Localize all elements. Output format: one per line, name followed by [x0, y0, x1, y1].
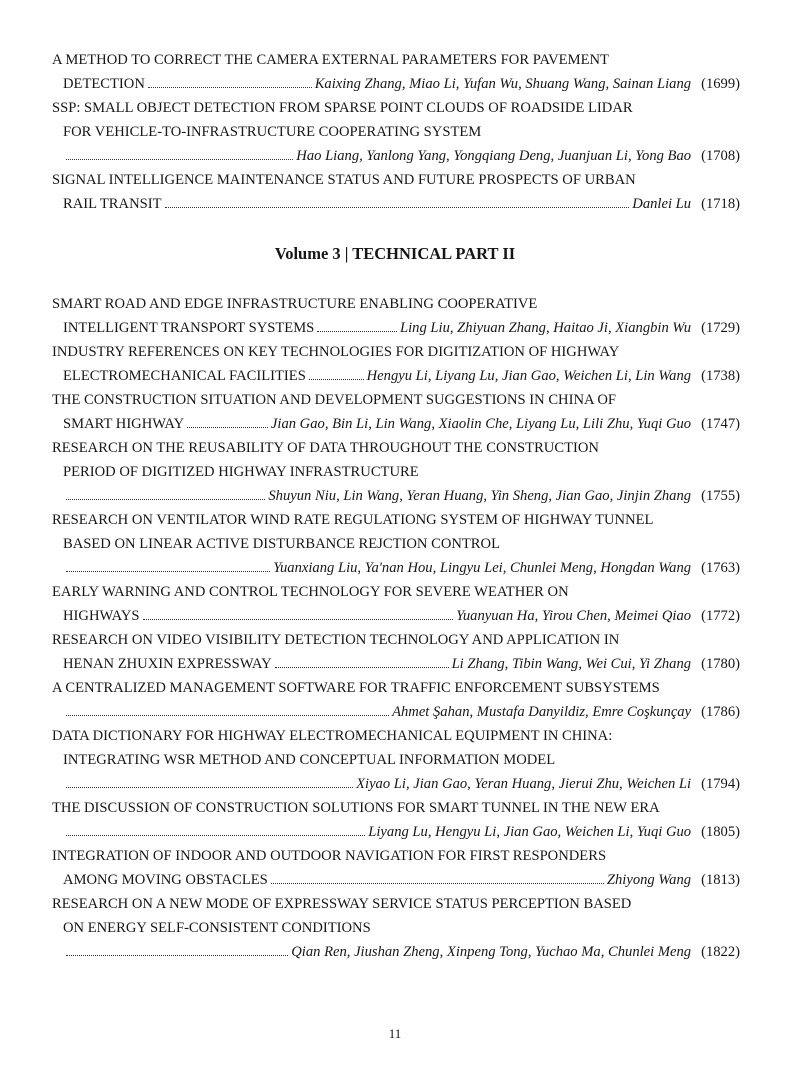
entry-title-line: DATA DICTIONARY FOR HIGHWAY ELECTROMECHANICAL EQUIPMENT IN CHINA: [52, 728, 613, 744]
entry-authors: Li Zhang, Tibin Wang, Wei Cui, Yi Zhang [451, 656, 692, 672]
entry-title-end: HIGHWAYS [63, 608, 140, 624]
entry-page-number: (1747) [701, 416, 740, 432]
entry-title-end: SMART HIGHWAY [63, 416, 185, 432]
entry-title-line: SSP: SMALL OBJECT DETECTION FROM SPARSE POINT CLOUDS OF ROADSIDE LIDAR [52, 100, 633, 116]
entry-page-number: (1780) [701, 656, 740, 672]
entry-authors: Ling Liu, Zhiyuan Zhang, Haitao Ji, Xiangbin Wu [399, 320, 692, 336]
entry-title-end: AMONG MOVING OBSTACLES [63, 872, 268, 888]
dot-leader [66, 833, 365, 836]
toc-entry-leader[interactable] [63, 72, 740, 96]
entry-page-number: (1699) [701, 76, 740, 92]
toc-entry-leader[interactable] [63, 820, 740, 844]
entry-page-number: (1794) [701, 776, 740, 792]
entry-page-number: (1708) [701, 148, 740, 164]
entry-authors: Ahmet Şahan, Mustafa Danyildiz, Emre Coşkunçay [392, 704, 692, 720]
dot-leader [271, 881, 604, 884]
dot-leader [187, 425, 268, 428]
toc-entry-leader[interactable] [63, 556, 740, 580]
entry-authors: Hengyu Li, Liyang Lu, Jian Gao, Weichen Li, Lin Wang [366, 368, 692, 384]
dot-leader [66, 157, 293, 160]
entry-title-line: A METHOD TO CORRECT THE CAMERA EXTERNAL PARAMETERS FOR PAVEMENT [52, 52, 609, 68]
toc-entry-leader[interactable] [63, 700, 740, 724]
entry-authors: Yuanyuan Ha, Yirou Chen, Meimei Qiao [456, 608, 692, 624]
toc-entry-leader[interactable] [63, 192, 740, 216]
dot-leader [143, 617, 454, 620]
entry-page-number: (1822) [701, 944, 740, 960]
entry-authors: Hao Liang, Yanlong Yang, Yongqiang Deng, Juanjuan Li, Yong Bao [296, 148, 692, 164]
entry-page-number: (1718) [701, 196, 740, 212]
toc-entry-leader[interactable] [63, 772, 740, 796]
entry-authors: Xiyao Li, Jian Gao, Yeran Huang, Jierui Zhu, Weichen Li [356, 776, 692, 792]
entry-title-end: ELECTROMECHANICAL FACILITIES [63, 368, 306, 384]
entry-page-number: (1813) [701, 872, 740, 888]
toc-entry-leader[interactable] [63, 940, 740, 964]
entry-title-end: DETECTION [63, 76, 145, 92]
toc-entry-leader[interactable] [63, 604, 740, 628]
entry-page-number: (1772) [701, 608, 740, 624]
dot-leader [66, 497, 265, 500]
entry-title-line: EARLY WARNING AND CONTROL TECHNOLOGY FOR SEVERE WEATHER ON [52, 584, 569, 600]
dot-leader [317, 329, 397, 332]
entry-page-number: (1763) [701, 560, 740, 576]
entry-title-line: SIGNAL INTELLIGENCE MAINTENANCE STATUS AND FUTURE PROSPECTS OF URBAN [52, 172, 636, 188]
toc-entry-leader[interactable] [63, 484, 740, 508]
dot-leader [148, 85, 312, 88]
entry-title-line: THE CONSTRUCTION SITUATION AND DEVELOPMENT SUGGESTIONS IN CHINA OF [52, 392, 617, 408]
entry-title-line: THE DISCUSSION OF CONSTRUCTION SOLUTIONS FOR SMART TUNNEL IN THE NEW ERA [52, 800, 660, 816]
entry-title-line: FOR VEHICLE-TO-INFRASTRUCTURE COOPERATING SYSTEM [63, 124, 482, 140]
page-number-footer: 11 [388, 1026, 402, 1041]
dot-leader [66, 569, 270, 572]
entry-title-end: INTELLIGENT TRANSPORT SYSTEMS [63, 320, 315, 336]
entry-page-number: (1738) [701, 368, 740, 384]
dot-leader [275, 665, 449, 668]
entry-authors: Danlei Lu [632, 196, 692, 212]
entry-authors: Kaixing Zhang, Miao Li, Yufan Wu, Shuang Wang, Sainan Liang [314, 76, 692, 92]
toc-entry-leader[interactable] [63, 868, 740, 892]
entry-page-number: (1729) [701, 320, 740, 336]
toc-entry-leader[interactable] [63, 412, 740, 436]
entry-authors: Jian Gao, Bin Li, Lin Wang, Xiaolin Che, Liyang Lu, Lili Zhu, Yuqi Guo [270, 416, 692, 432]
dot-leader [66, 785, 353, 788]
toc-entry-leader[interactable] [63, 316, 740, 340]
section-heading: Volume 3 | TECHNICAL PART II [274, 244, 516, 263]
entry-title-line: INTEGRATING WSR METHOD AND CONCEPTUAL INFORMATION MODEL [63, 752, 556, 768]
entry-title-line: PERIOD OF DIGITIZED HIGHWAY INFRASTRUCTURE [63, 464, 419, 480]
entry-page-number: (1755) [701, 488, 740, 504]
dot-leader [309, 377, 364, 380]
entry-title-line: ON ENERGY SELF-CONSISTENT CONDITIONS [63, 920, 371, 936]
entry-title-line: A CENTRALIZED MANAGEMENT SOFTWARE FOR TRAFFIC ENFORCEMENT SUBSYSTEMS [52, 680, 660, 696]
entry-page-number: (1805) [701, 824, 740, 840]
entry-title-line: INDUSTRY REFERENCES ON KEY TECHNOLOGIES FOR DIGITIZATION OF HIGHWAY [52, 344, 620, 360]
entry-title-line: RESEARCH ON THE REUSABILITY OF DATA THROUGHOUT THE CONSTRUCTION [52, 440, 599, 456]
entry-authors: Shuyun Niu, Lin Wang, Yeran Huang, Yin Sheng, Jian Gao, Jinjin Zhang [268, 488, 692, 504]
entry-title-end: HENAN ZHUXIN EXPRESSWAY [63, 656, 272, 672]
entry-title-line: RESEARCH ON VENTILATOR WIND RATE REGULATIONG SYSTEM OF HIGHWAY TUNNEL [52, 512, 654, 528]
entry-title-end: RAIL TRANSIT [63, 196, 162, 212]
toc-entry-leader[interactable] [63, 144, 740, 168]
toc-entry-leader[interactable] [63, 652, 740, 676]
entry-authors: Zhiyong Wang [606, 872, 692, 888]
entry-title-line: BASED ON LINEAR ACTIVE DISTURBANCE REJCTION CONTROL [63, 536, 500, 552]
dot-leader [66, 953, 288, 956]
entry-authors: Qian Ren, Jiushan Zheng, Xinpeng Tong, Yuchao Ma, Chunlei Meng [291, 944, 692, 960]
entry-authors: Yuanxiang Liu, Ya'nan Hou, Lingyu Lei, Chunlei Meng, Hongdan Wang [273, 560, 692, 576]
dot-leader [165, 205, 630, 208]
entry-title-line: INTEGRATION OF INDOOR AND OUTDOOR NAVIGATION FOR FIRST RESPONDERS [52, 848, 607, 864]
entry-title-line: SMART ROAD AND EDGE INFRASTRUCTURE ENABLING COOPERATIVE [52, 296, 538, 312]
entry-title-line: RESEARCH ON A NEW MODE OF EXPRESSWAY SERVICE STATUS PERCEPTION BASED [52, 896, 632, 912]
dot-leader [66, 713, 389, 716]
toc-entry-leader[interactable] [63, 364, 740, 388]
entry-page-number: (1786) [701, 704, 740, 720]
entry-title-line: RESEARCH ON VIDEO VISIBILITY DETECTION TECHNOLOGY AND APPLICATION IN [52, 632, 620, 648]
entry-authors: Liyang Lu, Hengyu Li, Jian Gao, Weichen Li, Yuqi Guo [368, 824, 692, 840]
